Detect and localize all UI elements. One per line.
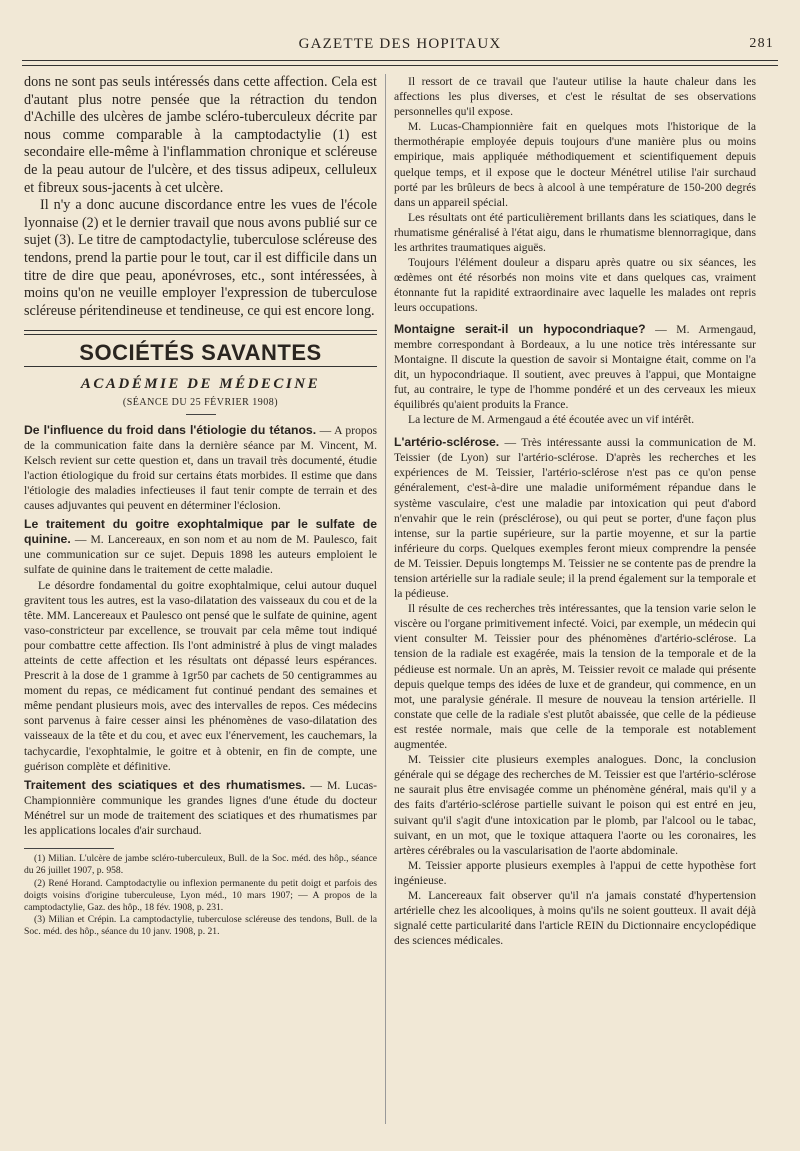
- sclerose-paragraph-2: Il résulte de ces recherches très intéressantes, que la tension varie selon le viscère ou l'organe primitivement infecté. Voici, par exemple, un médecin qui vient consulter M. Teissier pour des phénomènes d'artério-sclérose. La tension de la radiale est exagérée, mais la tension de la temporale et de la pédieuse est normale. Un an après, M. Teissier revoit ce malade qui présente depuis quelque temps des idées de luxe et de grandeur, qui commence, en un mot, une paralysie générale. Il mesure de nouveau la tension artérielle. Il constate que celle de la radiale s'est plutôt abaissée, que celle de la pédieuse est restée normale, mais que celle de la temporale est notablement augmentée.: [394, 602, 756, 752]
- footnote-3: (3) Milian et Crépin. La camptodactylie, tuberculose scléreuse des tendons, Bull. de la Soc. méd. des hôp., séance du 10 janv. 1908, p. 21.: [24, 914, 377, 938]
- article-3-text: — M. Lucas-Championnière communique les grandes lignes d'une étude du docteur Ménétrel sur un mode de traitement des sciatiques et des rhumatismes par les applications locales d'air surchaud.: [24, 778, 377, 838]
- academy-title: ACADÉMIE DE MÉDECINE: [80, 376, 321, 393]
- montaigne-first-paragraph: [394, 322, 756, 413]
- section-rule-top: [24, 330, 377, 335]
- sclerose-paragraph-4: M. Teissier apporte plusieurs exemples à l'appui de cette hypothèse fort ingénieuse.: [394, 858, 756, 887]
- sclerose-text-1: — Très intéressante aussi la communication de M. Teissier (de Lyon) sur l'artério-sclérose. D'après les recherches et les expériences de M. Teissier, l'artério-sclérose n'est pas ce qu'on pense généralement, c'est-à-dire une maladie uniformément répandue dans le système vasculaire, c'est une maladie par intoxication qui peut d'abord n'envahir que le rein (présclérose), ou qui peut se porter, d'une façon plus intense, sur la partie supérieure, sur la partie moyenne, et sur la partie inférieure du corps. Quelques exemples feront mieux comprendre la pensée de M. Teissier. Depuis longtemps M. Teissier ne se contente pas de prendre la tension artérielle sur la radiale seule; il la prend également sur la temporale et la pédieuse.: [394, 436, 756, 601]
- article-3-heading: Traitement des sciatiques et des rhumatismes.: [24, 777, 306, 792]
- montaigne-heading: Montaigne serait-il un hypocondriaque?: [394, 321, 646, 336]
- intro-paragraph-1: dons ne sont pas seuls intéressés dans cette affection. Cela est d'autant plus notre pensée que la rétraction du tendon d'Achille des ulcères de jambe scléro-tuberculeux décrite par nous comme comparable à la camptodactylie (1) est secondaire elle-même à l'inflammation chronique et scléreuse de la peau autour de l'ulcère, et des tissus adipeux, celluleux et fibreux sous-jacents à cet ulcère.: [24, 74, 377, 196]
- article-2-first-paragraph: [24, 517, 377, 577]
- header-rule: [22, 60, 778, 66]
- seance-label: (SÉANCE DU 25 FÉVRIER 1908): [122, 396, 279, 408]
- intro-text: [24, 74, 377, 320]
- intro-paragraph-2: Il n'y a donc aucune discordance entre les vues de l'école lyonnaise (2) et le dernier travail que nous avons publié sur ce sujet (3). Le titre de camptodactylie, tuberculose scléreuse des tendons, prend la partie pour le tout, car il est difficile dans un titre de dire que peau, aponévroses, etc., sont intéressées, à moins qu'on ne veuille employer l'expression de tuberculose scléreuse péritendineuse et tendineuse, ce qui est encore long.: [24, 197, 377, 319]
- sclerose-paragraph-3: M. Teissier cite plusieurs exemples analogues. Donc, la conclusion générale qui se dégage des recherches de M. Teissier est que l'artério-sclérose ne saurait plus être envisagée comme un phénomène général, mais qu'il y a des faits d'artério-sclérose partielle suivant le poison qui est entré en jeu, suivant qu'il s'agit d'une intoxication par le plomb, par l'alcool ou le tabac, suivant, en un mot, que le toxique attaquera l'aorte ou les coronaires, les artères cérébrales ou la vascularisation de l'aorte abdominale.: [394, 753, 756, 857]
- right-paragraph-4: Toujours l'élément douleur a disparu après quatre ou six séances, les œdèmes ont été résorbés non moins vite et dans quelques cas, vraiment étonnante fut la rapidité extraordinaire avec laquelle les malades ont repris leurs occupations.: [394, 256, 756, 315]
- article-1-text: — A propos de la communication faite dans la dernière séance par M. Vincent, M. Kelsch revient sur cette question et, dans un travail très documenté, étudie l'action étiologique du froid sur certains états morbides. Il estime que dans l'étiologie des maladies infectieuses il faut tenir compte de terrain et des causes adjuvantes qui peuvent en déterminer l'éclosion.: [24, 423, 377, 513]
- right-paragraph-2: M. Lucas-Championnière fait en quelques mots l'historique de la thermothérapie employée depuis toujours d'une manière plus ou moins empirique, mais appliquée méthodiquement et scientifiquement depuis quelque temps, et il expose que le docteur Ménétrel utilise l'air surchaud porté par les brûleurs de becs à alcool à une température de 150-200 degrés dans un appareil spécial.: [394, 120, 756, 209]
- right-paragraph-3: Les résultats ont été particulièrement brillants dans les sciatiques, dans le rhumatisme généralisé à l'état aigu, dans le rhumatisme blennorragique, dans les arthrites traumatiques aiguës.: [394, 210, 756, 255]
- article-2-heading: Le traitement du goitre exophtalmique par le sulfate de quinine.: [24, 517, 377, 547]
- montaigne-paragraph-2: La lecture de M. Armengaud a été écoutée avec un vif intérêt.: [408, 413, 695, 427]
- section-rule-bottom: [24, 366, 377, 367]
- footnotes: [24, 853, 377, 938]
- sclerose-paragraph-5: M. Lancereaux fait observer qu'il n'a jamais constaté d'hypertension artérielle chez les alcooliques, à moins qu'ils ne soient goutteux. Il avait déjà signalé cette particularité dans l'article REIN du Dictionnaire encyclopédique des sciences médicales.: [394, 888, 756, 948]
- left-column: [24, 74, 377, 939]
- column-separator: [385, 74, 386, 1124]
- page-number: 281: [749, 36, 774, 51]
- sclerose-heading: L'artério-sclérose.: [394, 435, 500, 450]
- section-title: SOCIÉTÉS SAVANTES: [79, 340, 322, 366]
- article-3-first-paragraph: [24, 778, 377, 838]
- running-head: [22, 36, 778, 58]
- footnote-1: (1) Milian. L'ulcère de jambe scléro-tuberculeux, Bull. de la Soc. méd. des hôp., séance du 26 juillet 1907, p. 958.: [24, 853, 377, 877]
- right-paragraph-1: Il ressort de ce travail que l'auteur utilise la haute chaleur dans les affections les plus diverses, et c'est le résultat de ses observations personnelles qu'il expose.: [394, 75, 756, 119]
- short-rule: [186, 414, 216, 415]
- article-2-paragraph-2: Le désordre fondamental du goitre exophtalmique, celui autour duquel gravitent tous les autres, est la vaso-dilatation des vaisseaux du cou et de la tête. MM. Lancereaux et Paulesco ont pensé que le sulfate de quinine, agent vaso-constricteur par excellence, se trouvait par cela même tout indiqué pour combattre cette affection. Ils l'ont administré à plus de vingt malades atteints de cette affection et les résultats ont dépassé leurs espérances. Prescrit à la dose de 1 gramme à 1gr50 par cachets de 50 centigrammes au moment du repas, ce médicament fut continué pendant des semaines et même pendant plusieurs mois, avec des intervalles de repos. Ces médecins sont parvenus à faire cesser ainsi les phénomènes de vaso-dilatation des vaisseaux de la tête et du cou, et avec eux l'énervement, les cauchemars, la tachycardie, l'exophtalmie, le goitre et à obtenir, en fin de compte, une guérison complète et définitive.: [24, 578, 377, 773]
- sclerose-first-paragraph: [394, 435, 756, 601]
- montaigne-text-1: — M. Armengaud, membre correspondant à Bordeaux, a lu une notice très intéressante sur Montaigne. Il discute la question de savoir si Montaigne était, comme on l'a dit, un hypocondriaque. Il soutient, avec preuves à l'appui, que Montaigne fut, au contraire, le type de l'homme pondéré et un des cerveaux les mieux équilibrés qu'aient produits la France.: [394, 322, 757, 411]
- journal-title: GAZETTE DES HOPITAUX: [298, 36, 502, 52]
- article-1-first-paragraph: [24, 423, 377, 514]
- article-1-heading: De l'influence du froid dans l'étiologie du tétanos.: [24, 422, 317, 437]
- footnote-2: (2) René Horand. Camptodactylie ou inflexion permanente du petit doigt et parfois des doigts voisins d'origine tuberculeuse, Lyon méd., 10 mars 1907; — A propos de la camptodactylie, Gaz. des hôp., 18 fév. 1908, p. 231.: [24, 877, 377, 913]
- article-2-text-1: — M. Lancereaux, en son nom et au nom de M. Paulesco, fait une communication sur ce sujet. Depuis 1898 les auteurs emploient le sulfate de quinine dans le traitement de cette maladie.: [24, 533, 377, 577]
- right-column: [394, 74, 756, 948]
- footnote-rule: [24, 848, 114, 849]
